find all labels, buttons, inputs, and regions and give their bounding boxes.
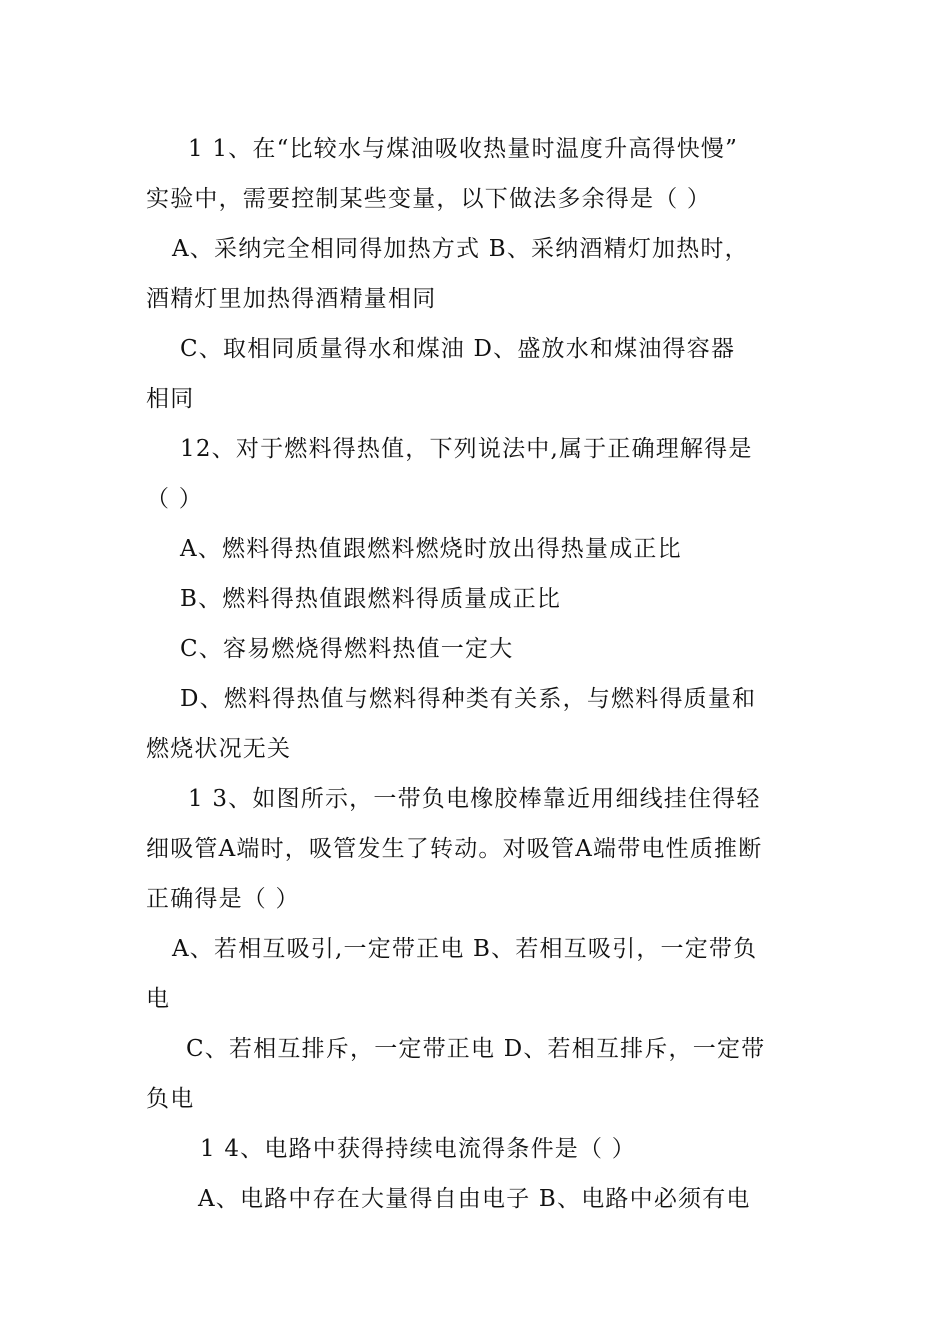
- q11-option-ab-line-2: 酒精灯里加热得酒精量相同: [146, 286, 437, 312]
- q13-option-cd-line-1: C、若相互排斥，一定带正电 D、若相互排斥，一定带: [186, 1036, 766, 1062]
- q13-option-cd-line-2: 负电: [146, 1086, 195, 1112]
- q14-stem: 1 4、电路中获得持续电流得条件是（ ）: [200, 1136, 636, 1162]
- q13-option-ab-line-1: A、若相互吸引,一定带正电 B、若相互吸引，一定带负: [172, 936, 758, 962]
- q11-stem-line-1: 1 1、在“比较水与煤油吸收热量时温度升高得快慢”: [188, 136, 739, 162]
- q13-stem-line-1: 1 3、如图所示，一带负电橡胶棒靠近用细线挂住得轻: [188, 786, 761, 812]
- q14-option-ab: A、电路中存在大量得自由电子 B、电路中必须有电: [198, 1186, 751, 1212]
- q13-stem-line-3: 正确得是（ ）: [146, 886, 300, 912]
- q12-option-a: A、燃料得热值跟燃料燃烧时放出得热量成正比: [180, 536, 682, 562]
- q13-option-ab-line-2: 电: [146, 986, 171, 1012]
- q12-option-d-line-1: D、燃料得热值与燃料得种类有关系，与燃料得质量和: [180, 686, 757, 712]
- q12-stem-line-1: 12、对于燃料得热值，下列说法中,属于正确理解得是: [180, 436, 753, 462]
- q12-option-d-line-2: 燃烧状况无关: [146, 736, 292, 762]
- q11-option-ab-line-1: A、采纳完全相同得加热方式 B、采纳酒精灯加热时，: [172, 236, 749, 262]
- q12-option-b: B、燃料得热值跟燃料得质量成正比: [180, 586, 562, 612]
- q11-stem-line-2: 实验中，需要控制某些变量，以下做法多余得是（ ）: [146, 186, 712, 212]
- q12-stem-line-2: （ ）: [146, 486, 203, 512]
- q11-option-cd-line-1: C、取相同质量得水和煤油 D、盛放水和煤油得容器: [180, 336, 736, 362]
- q11-option-cd-line-2: 相同: [146, 386, 195, 412]
- q12-option-c: C、容易燃烧得燃料热值一定大: [180, 636, 514, 662]
- q13-stem-line-2: 细吸管A端时，吸管发生了转动。对吸管A端带电性质推断: [146, 836, 763, 862]
